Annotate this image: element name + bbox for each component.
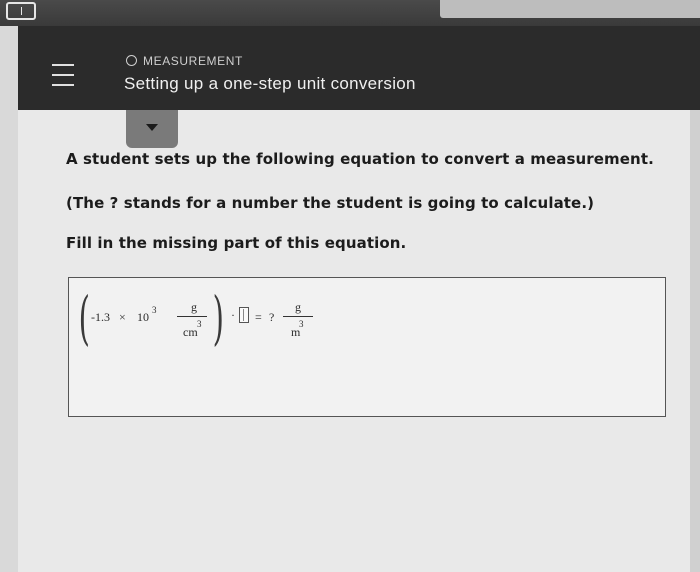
times-sign: ×: [119, 310, 126, 324]
left-parenthesis: (: [78, 284, 90, 352]
coefficient: -1.3: [91, 310, 110, 324]
topic-category: [126, 54, 243, 68]
prompt-line-1: A student sets up the following equation to convert a measurement.: [66, 150, 654, 168]
right-parenthesis: ): [212, 284, 224, 352]
numerator-unit: g: [191, 300, 197, 314]
triangle-down-icon: [146, 124, 158, 131]
address-bar[interactable]: [440, 0, 700, 18]
result-fraction-bar: [283, 316, 313, 317]
result-numerator-unit: g: [295, 300, 301, 314]
missing-factor-input[interactable]: [239, 307, 249, 323]
equals-sign: =: [255, 310, 262, 324]
page-title: Setting up a one-step unit conversion: [124, 74, 416, 93]
exponent: 3: [152, 305, 157, 315]
hamburger-menu-icon[interactable]: [52, 64, 74, 86]
fraction-bar: [177, 316, 207, 317]
topic-label: MEASUREMENT: [143, 54, 243, 68]
scrollbar[interactable]: [690, 110, 700, 572]
lesson-header: [18, 26, 700, 110]
result-value: ?: [269, 310, 275, 324]
circle-icon: [126, 55, 137, 66]
base-ten: 10: [137, 310, 149, 324]
window-icon[interactable]: [6, 2, 36, 20]
denominator-unit: cm: [183, 325, 198, 339]
collapse-button[interactable]: [126, 110, 178, 148]
question-panel: [18, 110, 690, 572]
result-denominator-exponent: 3: [299, 319, 304, 329]
dot-operator: ·: [231, 308, 235, 322]
prompt-line-3: Fill in the missing part of this equation.: [66, 234, 407, 252]
result-denominator-unit: m: [291, 325, 301, 339]
denominator-exponent: 3: [197, 319, 202, 329]
browser-top-bar: [0, 0, 700, 26]
equation-answer-box[interactable]: [68, 277, 666, 417]
prompt-line-2: (The ? stands for a number the student is going to calculate.): [66, 194, 595, 212]
